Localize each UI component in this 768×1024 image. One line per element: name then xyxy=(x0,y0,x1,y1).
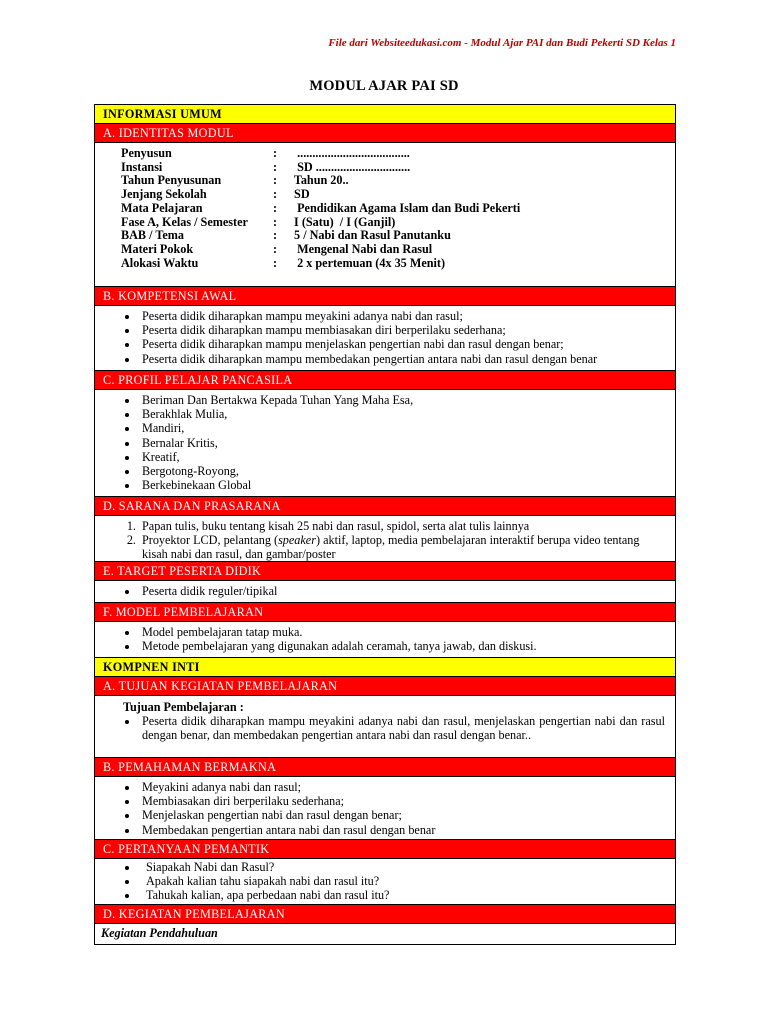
pertanyaan-pemantik-heading: C. PERTANYAAN PEMANTIK xyxy=(95,840,675,859)
kegiatan-pembelajaran-section xyxy=(95,924,675,944)
identitas-key: Jenjang Sekolah xyxy=(121,187,207,202)
identitas-key: Alokasi Waktu xyxy=(121,255,199,270)
identitas-key: Penyusun xyxy=(121,146,172,160)
identitas-key: Tahun Penyusunan xyxy=(121,173,222,188)
tujuan-kegiatan-section xyxy=(95,696,675,758)
pemahaman-list xyxy=(95,780,675,837)
sarana-item2-text-b: ) aktif, laptop, media pembelajaran interaktif berupa video tentang kisah nabi dan rasul, dan gambar/poster xyxy=(142,533,640,561)
target-list xyxy=(95,584,675,598)
sarana-list xyxy=(95,519,675,561)
identitas-row-jenjang xyxy=(121,188,520,202)
identitas-row-alokasi xyxy=(121,257,520,271)
identitas-key: Fase A, Kelas / Semester xyxy=(121,214,248,229)
identitas-value: I (Satu) / I (Ganjil) xyxy=(291,214,396,229)
sarana-prasarana-section xyxy=(95,516,675,562)
pemahaman-bermakna-heading: B. PEMAHAMAN BERMAKNA xyxy=(95,758,675,777)
identitas-colon: : xyxy=(273,146,278,160)
sarana-item2-text-a: Proyektor LCD, pelantang ( xyxy=(142,533,279,547)
identitas-colon: : xyxy=(273,159,278,174)
identitas-modul-heading: A. IDENTITAS MODUL xyxy=(95,124,675,143)
identitas-row-mapel xyxy=(121,202,520,216)
identitas-key: Mata Pelajaran xyxy=(121,200,203,215)
list-item: • Model pembelajaran tatap muka. xyxy=(139,625,667,639)
list-item: • Metode pembelajaran yang digunakan adalah ceramah, tanya jawab, dan diskusi. xyxy=(139,639,667,653)
profil-pancasila-heading: C. PROFIL PELAJAR PANCASILA xyxy=(95,371,675,390)
module-sheet xyxy=(94,104,676,945)
profil-pancasila-list xyxy=(95,393,675,492)
tujuan-list xyxy=(95,714,675,742)
list-item: • Peserta didik diharapkan mampu membiasakan diri berperilaku sederhana; xyxy=(139,323,667,337)
list-item: 1. Papan tulis, buku tentang kisah 25 nabi dan rasul, spidol, serta alat tulis lainnya xyxy=(139,519,661,533)
identitas-colon: : xyxy=(273,214,278,229)
identitas-modul-section xyxy=(95,143,675,287)
list-item: • Mandiri, xyxy=(139,421,667,435)
list-item: • Bergotong-Royong, xyxy=(139,464,667,478)
question-text: Apakah kalian tahu siapakah nabi dan rasul itu? xyxy=(146,874,380,889)
komponen-inti-heading: KOMPNEN INTI xyxy=(95,658,675,677)
list-item xyxy=(139,888,667,902)
tujuan-kegiatan-heading: A. TUJUAN KEGIATAN PEMBELAJARAN xyxy=(95,677,675,696)
identitas-colon: : xyxy=(273,173,278,188)
sarana-prasarana-heading: D. SARANA DAN PRASARANA xyxy=(95,497,675,516)
source-note: File dari Websiteedukasi.com - Modul Ajar PAI dan Budi Pekerti SD Kelas 1 xyxy=(328,37,676,49)
identitas-colon: : xyxy=(273,228,278,243)
identitas-row-fase xyxy=(121,216,520,230)
list-item xyxy=(139,874,667,888)
list-item: • Meyakini adanya nabi dan rasul; xyxy=(139,780,667,794)
list-item: • Kreatif, xyxy=(139,450,667,464)
informasi-umum-heading: INFORMASI UMUM xyxy=(95,105,675,124)
identitas-row-instansi xyxy=(121,161,520,175)
kompetensi-awal-list xyxy=(95,309,675,366)
document-title: MODUL AJAR PAI SD xyxy=(309,78,459,94)
kompetensi-awal-section xyxy=(95,306,675,371)
kegiatan-pembelajaran-heading: D. KEGIATAN PEMBELAJARAN xyxy=(95,905,675,924)
identitas-value: 2 x pertemuan (4x 35 Menit) xyxy=(291,255,446,270)
identitas-row-bab xyxy=(121,229,520,243)
identitas-value: Pendidikan Agama Islam dan Budi Pekerti xyxy=(291,200,521,215)
identitas-colon: : xyxy=(273,241,278,256)
identitas-colon: : xyxy=(273,255,278,270)
identitas-value: Tahun 20.. xyxy=(291,173,349,188)
target-peserta-section xyxy=(95,581,675,603)
identitas-value: 5 / Nabi dan Rasul Panutanku xyxy=(291,228,451,243)
kegiatan-pendahuluan-label: Kegiatan Pendahuluan xyxy=(101,926,218,940)
list-item: • Bernalar Kritis, xyxy=(139,436,667,450)
identitas-value: Mengenal Nabi dan Rasul xyxy=(291,241,433,256)
list-item xyxy=(139,533,661,561)
sarana-item2-emphasis: speaker xyxy=(278,533,316,547)
tujuan-pembelajaran-label: Tujuan Pembelajaran : xyxy=(123,700,244,714)
question-text: Siapakah Nabi dan Rasul? xyxy=(146,860,275,874)
identitas-table xyxy=(121,147,520,270)
list-item: • Peserta didik reguler/tipikal xyxy=(139,584,667,598)
pertanyaan-pemantik-section xyxy=(95,859,675,905)
model-list xyxy=(95,625,675,653)
list-item: • Berkebinekaan Global xyxy=(139,478,667,492)
list-item: • Membiasakan diri berperilaku sederhana; xyxy=(139,794,667,808)
identitas-row-materi xyxy=(121,243,520,257)
identitas-row-tahun xyxy=(121,174,520,188)
list-item: • Beriman Dan Bertakwa Kepada Tuhan Yang Maha Esa, xyxy=(139,393,667,407)
pertanyaan-list xyxy=(95,860,675,903)
list-item xyxy=(139,860,667,874)
identitas-value: ..................................... xyxy=(291,146,410,160)
model-pembelajaran-heading: F. MODEL PEMBELAJARAN xyxy=(95,603,675,622)
profil-pancasila-section xyxy=(95,390,675,497)
pemahaman-bermakna-section xyxy=(95,777,675,840)
identitas-value: SD ............................... xyxy=(291,159,411,174)
target-peserta-heading: E. TARGET PESERTA DIDIK xyxy=(95,562,675,581)
identitas-key: BAB / Tema xyxy=(121,228,184,243)
identitas-key: Instansi xyxy=(121,159,163,174)
model-pembelajaran-section xyxy=(95,622,675,658)
list-item: • Peserta didik diharapkan mampu meyakini adanya nabi dan rasul, menjelaskan pengertian nabi dan rasul dengan benar, dan membedakan pengertian antara nabi dan rasul dengan benar.. xyxy=(139,714,665,742)
list-item: • Peserta didik diharapkan mampu membedakan pengertian antara nabi dan rasul dengan benar xyxy=(139,352,667,366)
list-item: • Berakhlak Mulia, xyxy=(139,407,667,421)
identitas-colon: : xyxy=(273,187,278,202)
identitas-colon: : xyxy=(273,200,278,215)
identitas-value: SD xyxy=(291,187,310,202)
identitas-row-penyusun xyxy=(121,147,520,161)
list-item: • Membedakan pengertian antara nabi dan rasul dengan benar xyxy=(139,823,667,837)
list-item: • Menjelaskan pengertian nabi dan rasul dengan benar; xyxy=(139,808,667,822)
list-item: • Peserta didik diharapkan mampu meyakini adanya nabi dan rasul; xyxy=(139,309,667,323)
kompetensi-awal-heading: B. KOMPETENSI AWAL xyxy=(95,287,675,306)
question-text: Tahukah kalian, apa perbedaan nabi dan rasul itu? xyxy=(146,888,390,903)
identitas-key: Materi Pokok xyxy=(121,241,194,256)
list-item: • Peserta didik diharapkan mampu menjelaskan pengertian nabi dan rasul dengan benar; xyxy=(139,337,667,351)
